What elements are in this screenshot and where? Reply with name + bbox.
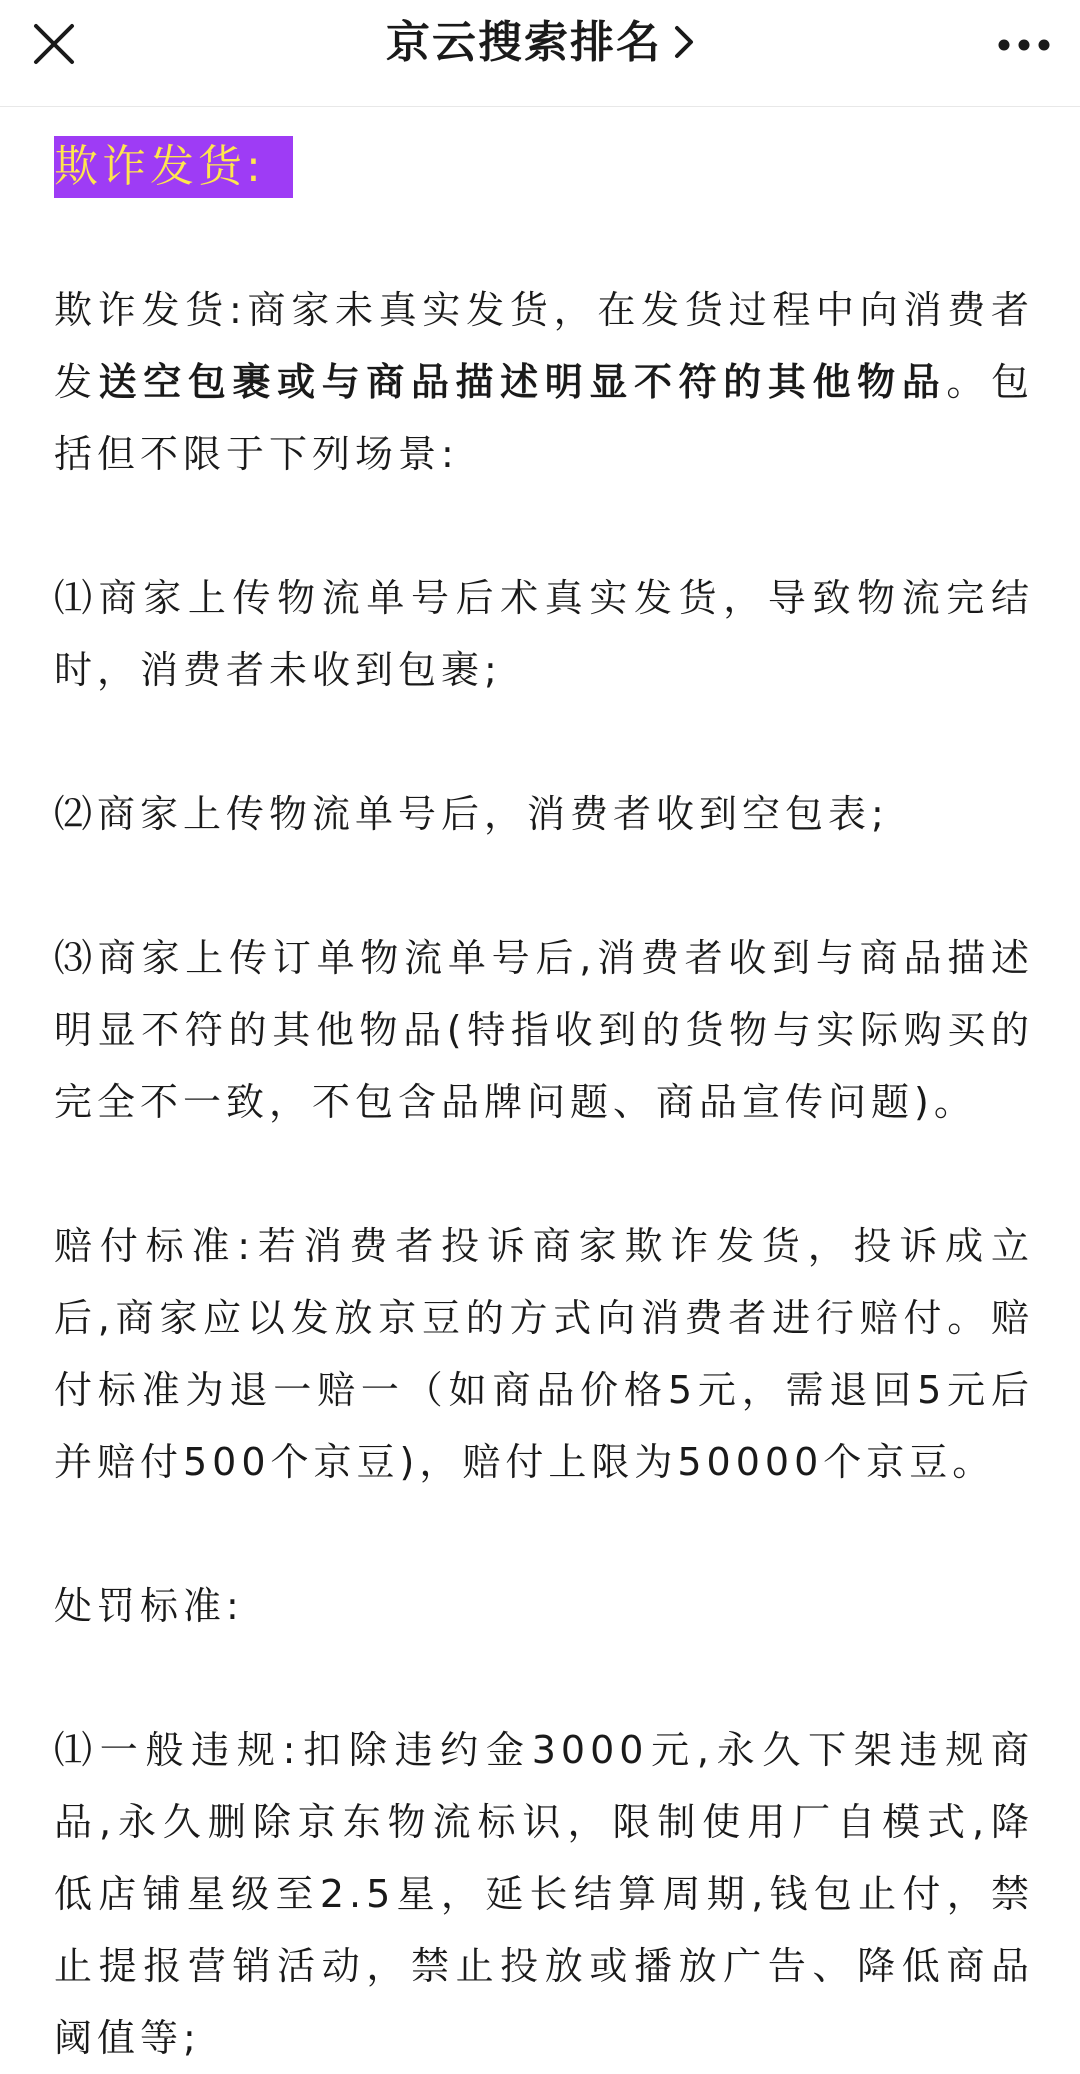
section-tag: 欺诈发货: [54,136,293,198]
intro-tail-text: 。包括但不限于下列场景: [54,360,1034,476]
penalty-1: ⑴一般违规:扣除违约金3000元,永久下架违规商品,永久删除京东物流标识，限制使用厂自模式,降低店铺星级至2.5星，延长结算周期,钱包止付，禁止提报营销活动，禁止投放或播放广告、降低商品阈值等; [54,1728,1034,2060]
penalty-heading: 处罚标准: [54,1584,244,1628]
intro-bold-text: 送空包裹或与商品描述明显不符的其他物品 [98,360,947,404]
account-title[interactable] [0,0,1080,86]
scenario-2: ⑵商家上传物流单号后，消费者收到空包表; [54,792,889,836]
top-nav-bar [0,0,1080,107]
scenario-1: ⑴商家上传物流单号后术真实发货，导致物流完结时，消费者未收到包裹; [54,576,1034,692]
intro-text: 欺诈发货:商家未真实发货，在发货过程中向消费者发 [54,288,1034,404]
chevron-right-icon[interactable] [674,25,694,59]
compensation-paragraph: 赔付标准:若消费者投诉商家欺诈发货，投诉成立后,商家应以发放京豆的方式向消费者进行赔付。赔付标准为退一赔一（如商品价格5元，需退回5元后并赔付500个京豆)，赔付上限为50000个京豆。 [54,1224,1034,1484]
scenario-3: ⑶商家上传订单物流单号后,消费者收到与商品描述明显不符的其他物品(特指收到的货物与实际购买的完全不一致，不包含品牌问题、商品宣传问题)。 [54,936,1034,1124]
more-horizontal-icon[interactable] [996,30,1052,60]
intro-paragraph [54,274,1034,490]
article-body [54,136,1034,2074]
account-title-label[interactable]: 京云搜索排名 [386,17,662,68]
